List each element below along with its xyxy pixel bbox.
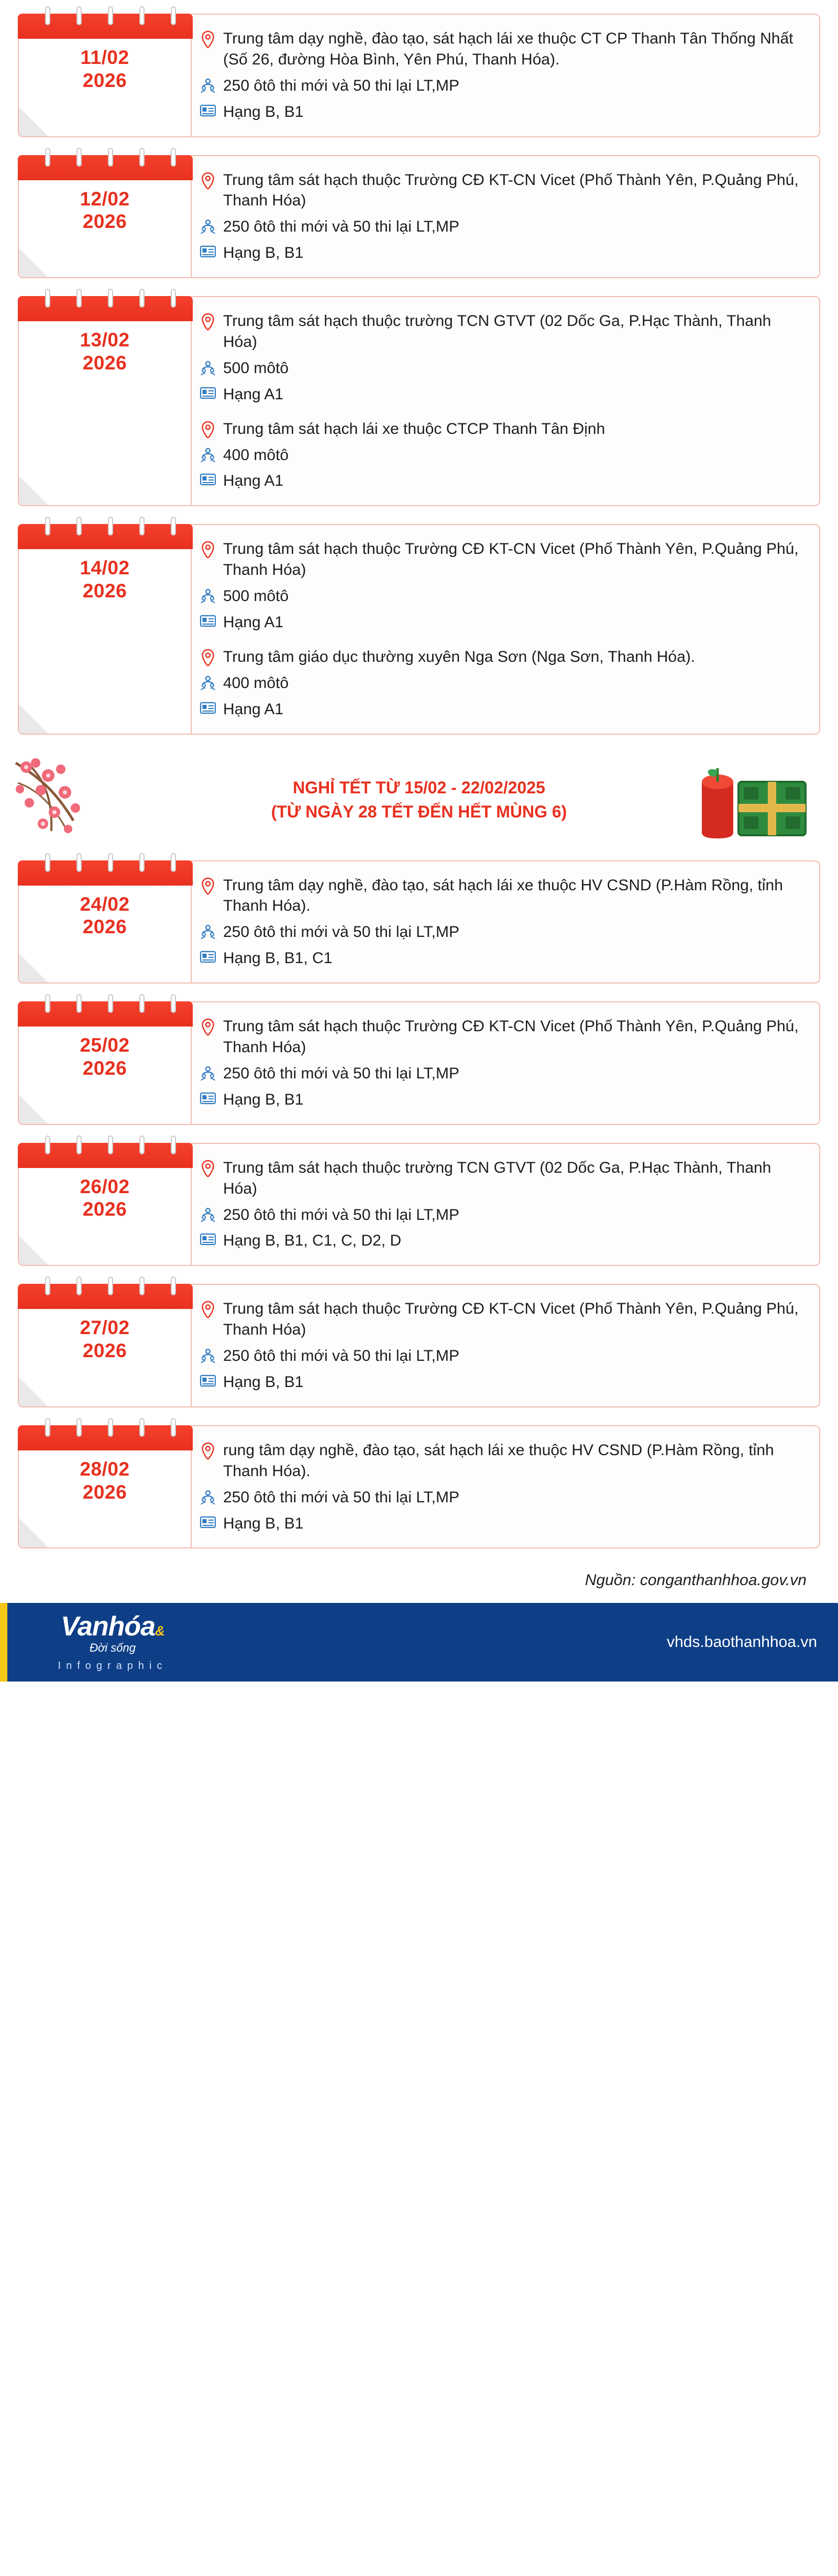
calendar-date-text bbox=[19, 1002, 191, 1079]
location-line bbox=[199, 1440, 808, 1482]
schedule-list-after-tet bbox=[0, 860, 838, 1549]
location-text: Trung tâm sát hạch thuộc trường TCN GTVT (02 Dốc Ga, P.Hạc Thành, Thanh Hóa) bbox=[223, 1159, 771, 1197]
calendar-fold-corner bbox=[19, 107, 48, 136]
quantity-text: 250 ôtô thi mới và 50 thi lại LT,MP bbox=[223, 1206, 459, 1224]
license-text: Hạng B, B1 bbox=[223, 1514, 304, 1532]
license-card-icon bbox=[199, 1230, 217, 1250]
location-line bbox=[199, 539, 808, 581]
entry-details bbox=[192, 1144, 819, 1265]
license-text: Hạng A1 bbox=[223, 700, 284, 718]
publication-logo bbox=[0, 1603, 225, 1682]
license-card-icon bbox=[199, 1372, 217, 1392]
license-line bbox=[199, 1089, 808, 1110]
calendar-day: 12/02 bbox=[80, 188, 130, 210]
entry-details bbox=[192, 525, 819, 733]
license-text: Hạng B, B1 bbox=[223, 1090, 304, 1108]
location-line bbox=[199, 311, 808, 353]
schedule-entry bbox=[18, 1284, 820, 1407]
calendar-date-block bbox=[19, 15, 192, 136]
calendar-date-block bbox=[19, 525, 192, 733]
calendar-day: 28/02 bbox=[80, 1458, 130, 1480]
candidates-icon bbox=[199, 75, 217, 95]
license-text: Hạng B, B1 bbox=[223, 244, 304, 262]
location-text: Trung tâm sát hạch thuộc Trường CĐ KT-CN Vicet (Phố Thành Yên, P.Quảng Phú, Thanh Hóa) bbox=[223, 1018, 799, 1056]
location-pin-icon bbox=[199, 311, 217, 331]
calendar-fold-corner bbox=[19, 1095, 48, 1124]
calendar-fold-corner bbox=[19, 476, 48, 505]
quantity-line bbox=[199, 75, 808, 96]
exam-session bbox=[199, 1155, 808, 1255]
location-text: Trung tâm sát hạch thuộc Trường CĐ KT-CN Vicet (Phố Thành Yên, P.Quảng Phú, Thanh Hóa) bbox=[223, 540, 799, 579]
location-pin-icon bbox=[199, 1298, 217, 1318]
calendar-date-block bbox=[19, 1426, 192, 1548]
exam-session bbox=[199, 873, 808, 973]
quantity-text: 500 môtô bbox=[223, 587, 289, 605]
calendar-fold-corner bbox=[19, 1377, 48, 1406]
entry-details bbox=[192, 1426, 819, 1548]
location-pin-icon bbox=[199, 419, 217, 439]
calendar-date-text bbox=[19, 1285, 191, 1362]
footer-accent-bar bbox=[0, 1603, 7, 1682]
calendar-day: 24/02 bbox=[80, 893, 130, 915]
exam-session bbox=[199, 1296, 808, 1396]
calendar-date-block bbox=[19, 156, 192, 278]
quantity-text: 250 ôtô thi mới và 50 thi lại LT,MP bbox=[223, 77, 459, 94]
quantity-line bbox=[199, 445, 808, 466]
calendar-date-block bbox=[19, 297, 192, 505]
exam-session bbox=[199, 168, 808, 267]
calendar-date-block bbox=[19, 1144, 192, 1265]
candidates-icon bbox=[199, 1063, 217, 1083]
tet-banner-text bbox=[157, 776, 681, 824]
location-text: Trung tâm dạy nghề, đào tạo, sát hạch lái xe thuộc HV CSND (P.Hàm Rồng, tỉnh Thanh Hóa). bbox=[223, 876, 783, 915]
license-text: Hạng B, B1 bbox=[223, 1373, 304, 1391]
candidates-icon bbox=[199, 445, 217, 465]
calendar-year: 2026 bbox=[82, 211, 127, 233]
license-text: Hạng A1 bbox=[223, 385, 284, 403]
quantity-line bbox=[199, 586, 808, 607]
calendar-year: 2026 bbox=[82, 1481, 127, 1503]
location-text: Trung tâm dạy nghề, đào tạo, sát hạch lái xe thuộc CT CP Thanh Tân Thống Nhất (Số 26, đường Hòa Bình, Yên Phú, Thanh Hóa). bbox=[223, 30, 793, 68]
exam-session bbox=[199, 1014, 808, 1114]
quantity-line bbox=[199, 922, 808, 943]
candidates-icon bbox=[199, 358, 217, 378]
location-text: Trung tâm giáo dục thường xuyên Nga Sơn (Nga Sơn, Thanh Hóa). bbox=[223, 648, 696, 665]
quantity-text: 250 ôtô thi mới và 50 thi lại LT,MP bbox=[223, 1347, 459, 1365]
calendar-year: 2026 bbox=[82, 69, 127, 91]
candidates-icon bbox=[199, 216, 217, 236]
calendar-date-block bbox=[19, 861, 192, 983]
calendar-fold-corner bbox=[19, 953, 48, 983]
location-pin-icon bbox=[199, 647, 217, 667]
schedule-entry bbox=[18, 1143, 820, 1267]
calendar-date-text bbox=[19, 156, 191, 233]
license-line bbox=[199, 948, 808, 969]
license-line bbox=[199, 1230, 808, 1251]
logo-infographic-label: Infographic bbox=[58, 1660, 168, 1672]
license-line bbox=[199, 1372, 808, 1393]
schedule-entry bbox=[18, 14, 820, 137]
location-pin-icon bbox=[199, 28, 217, 48]
license-text: Hạng B, B1 bbox=[223, 103, 304, 121]
exam-session bbox=[199, 26, 808, 126]
exam-session bbox=[199, 309, 808, 408]
location-text: Trung tâm sát hạch thuộc Trường CĐ KT-CN Vicet (Phố Thành Yên, P.Quảng Phú, Thanh Hóa) bbox=[223, 1300, 799, 1339]
quantity-text: 250 ôtô thi mới và 50 thi lại LT,MP bbox=[223, 218, 459, 236]
quantity-text: 400 môtô bbox=[223, 446, 289, 464]
entry-details bbox=[192, 861, 819, 983]
entry-details bbox=[192, 15, 819, 136]
calendar-day: 26/02 bbox=[80, 1175, 130, 1197]
calendar-fold-corner bbox=[19, 1236, 48, 1265]
quantity-line bbox=[199, 1346, 808, 1367]
calendar-year: 2026 bbox=[82, 1339, 127, 1361]
calendar-date-text bbox=[19, 1144, 191, 1221]
location-pin-icon bbox=[199, 170, 217, 190]
location-line bbox=[199, 170, 808, 212]
schedule-entry bbox=[18, 1001, 820, 1125]
license-card-icon bbox=[199, 699, 217, 719]
license-line bbox=[199, 471, 808, 492]
quantity-line bbox=[199, 216, 808, 237]
license-card-icon bbox=[199, 243, 217, 263]
quantity-text: 250 ôtô thi mới và 50 thi lại LT,MP bbox=[223, 923, 459, 941]
calendar-date-block bbox=[19, 1285, 192, 1406]
license-line bbox=[199, 102, 808, 123]
location-line bbox=[199, 647, 808, 668]
calendar-year: 2026 bbox=[82, 1057, 127, 1079]
location-line bbox=[199, 1298, 808, 1340]
logo-ampersand: & bbox=[155, 1622, 164, 1639]
schedule-entry bbox=[18, 296, 820, 506]
calendar-date-block bbox=[19, 1002, 192, 1124]
candidates-icon bbox=[199, 586, 217, 606]
calendar-fold-corner bbox=[19, 248, 48, 277]
quantity-line bbox=[199, 358, 808, 379]
location-line bbox=[199, 1158, 808, 1199]
quantity-line bbox=[199, 1063, 808, 1084]
calendar-year: 2026 bbox=[82, 352, 127, 374]
license-card-icon bbox=[199, 612, 217, 632]
source-credit: Nguồn: conganthanhhoa.gov.vn bbox=[585, 1571, 807, 1589]
calendar-day: 27/02 bbox=[80, 1317, 130, 1339]
location-text: rung tâm dạy nghề, đào tạo, sát hạch lái xe thuộc HV CSND (P.Hàm Rồng, tỉnh Thanh Hóa). bbox=[223, 1441, 774, 1480]
calendar-day: 25/02 bbox=[80, 1034, 130, 1056]
entry-details bbox=[192, 1002, 819, 1124]
location-pin-icon bbox=[199, 875, 217, 895]
quantity-text: 500 môtô bbox=[223, 359, 289, 377]
calendar-year: 2026 bbox=[82, 580, 127, 602]
location-text: Trung tâm sát hạch lái xe thuộc CTCP Thanh Tân Định bbox=[223, 420, 605, 438]
location-pin-icon bbox=[199, 539, 217, 559]
calendar-date-text bbox=[19, 861, 191, 938]
license-text: Hạng B, B1, C1, C, D2, D bbox=[223, 1232, 402, 1250]
license-card-icon bbox=[199, 1089, 217, 1109]
location-pin-icon bbox=[199, 1440, 217, 1460]
tet-holiday-banner bbox=[0, 752, 838, 845]
entry-details bbox=[192, 1285, 819, 1406]
exam-session bbox=[199, 1438, 808, 1537]
calendar-year: 2026 bbox=[82, 1198, 127, 1220]
calendar-fold-corner bbox=[19, 1518, 48, 1547]
quantity-line bbox=[199, 1205, 808, 1226]
schedule-entry bbox=[18, 524, 820, 734]
location-text: Trung tâm sát hạch thuộc Trường CĐ KT-CN Vicet (Phố Thành Yên, P.Quảng Phú, Thanh Hóa) bbox=[223, 171, 799, 210]
quantity-text: 400 môtô bbox=[223, 674, 289, 692]
exam-session bbox=[199, 645, 808, 723]
location-pin-icon bbox=[199, 1158, 217, 1177]
license-card-icon bbox=[199, 384, 217, 404]
banh-chung-watermelon-decoration bbox=[639, 759, 817, 841]
logo-main-text bbox=[61, 1613, 164, 1640]
calendar-year: 2026 bbox=[82, 916, 127, 938]
license-text: Hạng B, B1, C1 bbox=[223, 949, 333, 967]
calendar-day: 14/02 bbox=[80, 557, 130, 579]
license-line bbox=[199, 1513, 808, 1534]
exam-session bbox=[199, 417, 808, 495]
logo-sub-label: Đời sống bbox=[90, 1641, 136, 1654]
footer-website-url[interactable]: vhds.baothanhhoa.vn bbox=[667, 1633, 817, 1651]
tet-banner-line2: (TỪ NGÀY 28 TẾT ĐẾN HẾT MÙNG 6) bbox=[271, 802, 567, 821]
license-card-icon bbox=[199, 948, 217, 968]
location-text: Trung tâm sát hạch thuộc trường TCN GTVT (02 Dốc Ga, P.Hạc Thành, Thanh Hóa) bbox=[223, 312, 771, 351]
license-line bbox=[199, 612, 808, 633]
schedule-list-before-tet bbox=[0, 14, 838, 735]
license-line bbox=[199, 699, 808, 720]
entry-details bbox=[192, 156, 819, 278]
calendar-date-text bbox=[19, 1426, 191, 1503]
calendar-day: 11/02 bbox=[80, 47, 129, 68]
location-pin-icon bbox=[199, 1016, 217, 1036]
schedule-entry bbox=[18, 860, 820, 984]
infographic-page bbox=[0, 14, 838, 1682]
candidates-icon bbox=[199, 922, 217, 942]
quantity-text: 250 ôtô thi mới và 50 thi lại LT,MP bbox=[223, 1488, 459, 1506]
location-line bbox=[199, 419, 808, 440]
calendar-fold-corner bbox=[19, 704, 48, 734]
calendar-date-text bbox=[19, 297, 191, 374]
candidates-icon bbox=[199, 673, 217, 693]
logo-main-label: Vanhóa bbox=[61, 1611, 156, 1642]
candidates-icon bbox=[199, 1487, 217, 1507]
license-text: Hạng A1 bbox=[223, 614, 284, 631]
schedule-entry bbox=[18, 155, 820, 279]
calendar-day: 13/02 bbox=[80, 329, 130, 351]
page-footer bbox=[0, 1603, 838, 1682]
license-line bbox=[199, 384, 808, 405]
quantity-text: 250 ôtô thi mới và 50 thi lại LT,MP bbox=[223, 1064, 459, 1082]
license-card-icon bbox=[199, 102, 217, 122]
tet-banner-line1: NGHỈ TẾT TỪ 15/02 - 22/02/2025 bbox=[293, 778, 545, 797]
entry-details bbox=[192, 297, 819, 505]
quantity-line bbox=[199, 673, 808, 694]
calendar-date-text bbox=[19, 15, 191, 92]
license-card-icon bbox=[199, 1513, 217, 1533]
quantity-line bbox=[199, 1487, 808, 1508]
location-line bbox=[199, 875, 808, 917]
license-line bbox=[199, 243, 808, 264]
license-text: Hạng A1 bbox=[223, 472, 284, 490]
exam-session bbox=[199, 537, 808, 636]
location-line bbox=[199, 28, 808, 70]
license-card-icon bbox=[199, 471, 217, 490]
candidates-icon bbox=[199, 1346, 217, 1366]
schedule-entry bbox=[18, 1425, 820, 1549]
calendar-date-text bbox=[19, 525, 191, 602]
location-line bbox=[199, 1016, 808, 1058]
candidates-icon bbox=[199, 1205, 217, 1225]
apricot-blossom-decoration bbox=[10, 758, 168, 842]
